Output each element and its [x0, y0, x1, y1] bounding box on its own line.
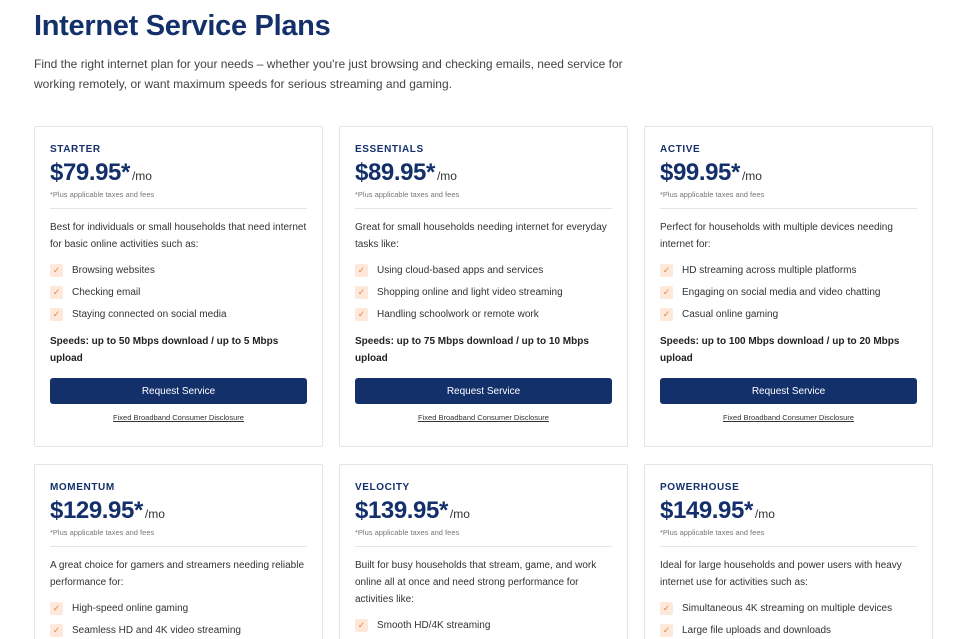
plan-tier: ACTIVE — [660, 144, 701, 155]
feature-text: Shopping online and light video streaming — [377, 286, 563, 298]
check-icon: ✓ — [50, 286, 63, 299]
feature-list — [355, 614, 612, 636]
plan-speed: Speeds: up to 50 Mbps download / up to 5 Mbps upload — [50, 336, 279, 364]
feature-item — [660, 281, 917, 303]
feature-text: Smooth HD/4K streaming — [377, 619, 491, 631]
plan-tier: ESSENTIALS — [355, 144, 424, 155]
feature-item — [50, 619, 307, 639]
check-icon: ✓ — [660, 602, 673, 615]
check-icon: ✓ — [660, 308, 673, 321]
plan-card-powerhouse — [644, 464, 933, 639]
check-icon: ✓ — [50, 624, 63, 637]
check-icon: ✓ — [660, 624, 673, 637]
feature-list — [50, 597, 307, 639]
plan-tier: STARTER — [50, 144, 101, 155]
plan-tax-note: *Plus applicable taxes and fees — [355, 190, 460, 199]
check-icon: ✓ — [50, 602, 63, 615]
divider — [660, 546, 917, 547]
feature-item — [355, 281, 612, 303]
feature-list — [355, 259, 612, 325]
plan-description: Built for busy households that stream, game, and work online all at once and need strong performance for activities like: — [355, 560, 597, 605]
plan-price: $79.95* — [50, 159, 130, 186]
plan-price: $149.95* — [660, 497, 753, 524]
check-icon: ✓ — [50, 264, 63, 277]
plan-tax-note: *Plus applicable taxes and fees — [50, 528, 155, 537]
check-icon: ✓ — [660, 286, 673, 299]
plan-speed: Speeds: up to 100 Mbps download / up to 20 Mbps upload — [660, 336, 900, 364]
plan-description: A great choice for gamers and streamers needing reliable performance for: — [50, 560, 305, 588]
plan-tax-note: *Plus applicable taxes and fees — [660, 190, 765, 199]
feature-text: HD streaming across multiple platforms — [682, 264, 857, 276]
feature-text: Seamless HD and 4K video streaming — [72, 624, 241, 636]
feature-item — [355, 614, 612, 636]
check-icon: ✓ — [50, 308, 63, 321]
feature-text: Casual online gaming — [682, 308, 779, 320]
feature-item — [50, 597, 307, 619]
check-icon: ✓ — [355, 308, 368, 321]
check-icon: ✓ — [660, 264, 673, 277]
feature-item — [660, 259, 917, 281]
page-title: Internet Service Plans — [34, 10, 331, 42]
feature-text: High-speed online gaming — [72, 602, 189, 614]
plan-tax-note: *Plus applicable taxes and fees — [355, 528, 460, 537]
feature-item — [355, 259, 612, 281]
plan-card-momentum — [34, 464, 323, 639]
feature-text: Using cloud-based apps and services — [377, 264, 544, 276]
plan-period: /mo — [131, 169, 152, 183]
plan-period: /mo — [741, 169, 762, 183]
feature-list — [660, 259, 917, 325]
plan-description: Great for small households needing internet for everyday tasks like: — [355, 222, 607, 250]
feature-list — [660, 597, 917, 639]
feature-text: Browsing websites — [72, 264, 155, 276]
plan-tax-note: *Plus applicable taxes and fees — [660, 528, 765, 537]
plan-tier: VELOCITY — [355, 482, 410, 493]
plan-period: /mo — [754, 507, 775, 521]
check-icon: ✓ — [355, 264, 368, 277]
plan-description: Ideal for large households and power users with heavy internet use for activities such as: — [660, 560, 902, 588]
feature-item — [50, 281, 307, 303]
request-service-button[interactable]: Request Service — [355, 378, 612, 404]
request-service-button[interactable]: Request Service — [660, 378, 917, 404]
feature-item — [50, 303, 307, 325]
divider — [660, 208, 917, 209]
feature-item — [355, 303, 612, 325]
plan-price: $99.95* — [660, 159, 740, 186]
feature-item — [660, 619, 917, 639]
page-intro: Find the right internet plan for your needs – whether you're just browsing and checking emails, need service for working remotely, or want maximum speeds for serious streaming and gaming. — [34, 57, 623, 91]
feature-item — [50, 259, 307, 281]
feature-text: Checking email — [72, 286, 141, 298]
plan-speed: Speeds: up to 75 Mbps download / up to 10 Mbps upload — [355, 336, 589, 364]
broadband-disclosure-link[interactable]: Fixed Broadband Consumer Disclosure — [723, 413, 854, 422]
broadband-disclosure-link[interactable]: Fixed Broadband Consumer Disclosure — [113, 413, 244, 422]
divider — [50, 208, 307, 209]
feature-item — [660, 303, 917, 325]
plan-tier: MOMENTUM — [50, 482, 115, 493]
plan-period: /mo — [144, 507, 165, 521]
plan-tier: POWERHOUSE — [660, 482, 740, 493]
plan-card-velocity — [339, 464, 628, 639]
divider — [355, 208, 612, 209]
feature-text: Handling schoolwork or remote work — [377, 308, 539, 320]
plan-card-starter — [34, 126, 323, 447]
plan-period: /mo — [449, 507, 470, 521]
plan-price: $139.95* — [355, 497, 448, 524]
feature-text: Large file uploads and downloads — [682, 624, 831, 636]
plan-price: $129.95* — [50, 497, 143, 524]
plan-description: Perfect for households with multiple devices needing internet for: — [660, 222, 893, 250]
check-icon: ✓ — [355, 286, 368, 299]
plan-card-essentials — [339, 126, 628, 447]
feature-list — [50, 259, 307, 325]
check-icon: ✓ — [355, 619, 368, 632]
divider — [355, 546, 612, 547]
feature-item — [660, 597, 917, 619]
feature-text: Simultaneous 4K streaming on multiple devices — [682, 602, 893, 614]
divider — [50, 546, 307, 547]
plan-description: Best for individuals or small households that need internet for basic online activities such as: — [50, 222, 307, 250]
plan-period: /mo — [436, 169, 457, 183]
plan-tax-note: *Plus applicable taxes and fees — [50, 190, 155, 199]
request-service-button[interactable]: Request Service — [50, 378, 307, 404]
plan-price: $89.95* — [355, 159, 435, 186]
feature-text: Staying connected on social media — [72, 308, 227, 320]
plan-card-active — [644, 126, 933, 447]
feature-text: Engaging on social media and video chatting — [682, 286, 881, 298]
broadband-disclosure-link[interactable]: Fixed Broadband Consumer Disclosure — [418, 413, 549, 422]
